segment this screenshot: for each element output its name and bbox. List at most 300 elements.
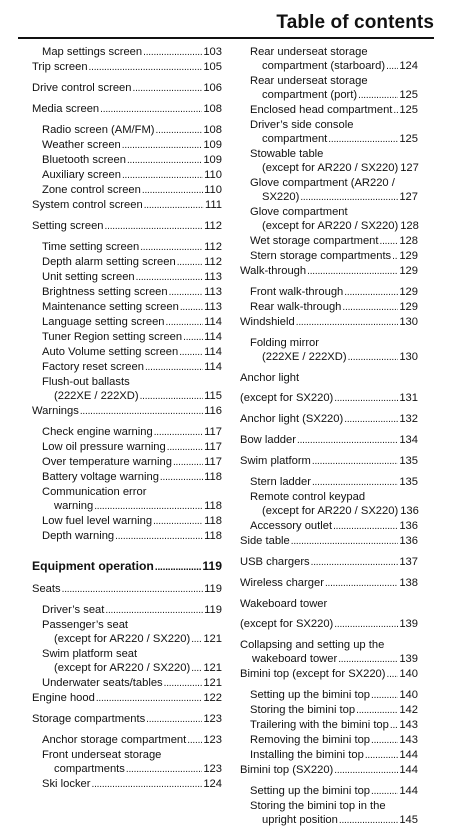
toc-page-number: 114 xyxy=(204,361,222,373)
toc-entry[interactable] xyxy=(240,391,418,406)
toc-entry-title: Communication error xyxy=(42,486,147,498)
toc-entry[interactable] xyxy=(32,470,222,485)
toc-entry-title: System control screen xyxy=(32,199,143,211)
toc-page-number: 144 xyxy=(399,764,418,776)
toc-entry-title: Ski locker xyxy=(42,778,91,790)
toc-entry-title: Factory reset screen xyxy=(42,361,144,373)
dot-leader xyxy=(164,677,203,691)
toc-entry-title: Driver’s side console xyxy=(250,119,354,131)
toc-entry[interactable] xyxy=(240,264,418,279)
toc-page-number: 136 xyxy=(400,505,419,517)
dot-leader xyxy=(296,316,399,330)
toc-entry-title: Anchor light (SX220) xyxy=(240,413,344,425)
toc-entry-title: Glove compartment (AR220 / xyxy=(250,177,395,189)
toc-entry[interactable] xyxy=(240,748,418,763)
toc-entry[interactable] xyxy=(240,205,418,234)
dot-leader xyxy=(325,577,398,591)
dot-leader xyxy=(143,46,202,60)
toc-entry-continuation: compartment (port) xyxy=(262,89,358,101)
toc-entry[interactable] xyxy=(32,485,222,514)
toc-entry-title: Setting up the bimini top xyxy=(250,785,371,797)
toc-entry[interactable] xyxy=(32,138,222,153)
dot-leader xyxy=(126,763,202,777)
toc-entry-title: Storing the bimini top in the xyxy=(250,800,386,812)
toc-entry-title: Folding mirror xyxy=(250,337,320,349)
toc-page-number: 117 xyxy=(204,456,222,468)
toc-page-number: 123 xyxy=(203,713,222,725)
toc-entry-continuation: (222XE / 222XD) xyxy=(54,390,139,402)
toc-page-number: 131 xyxy=(399,392,418,404)
dot-leader xyxy=(191,633,202,647)
toc-entry[interactable] xyxy=(32,219,222,234)
toc-page-number: 115 xyxy=(204,390,222,402)
toc-entry-title: Windshield xyxy=(240,316,295,328)
dot-leader xyxy=(132,82,202,96)
dot-leader xyxy=(180,301,203,315)
toc-entry-continuation: upright position xyxy=(262,814,338,826)
toc-page-number: 119 xyxy=(204,583,222,595)
toc-entry[interactable] xyxy=(32,198,222,213)
toc-page-number: 145 xyxy=(399,814,418,826)
dot-leader xyxy=(356,704,398,718)
toc-entry[interactable] xyxy=(240,371,418,385)
toc-entry-title: Passenger’s seat xyxy=(42,619,129,631)
toc-entry[interactable] xyxy=(32,330,222,345)
toc-entry-title: Maintenance setting screen xyxy=(42,301,179,313)
dot-leader xyxy=(142,184,203,198)
toc-entry[interactable] xyxy=(240,638,418,667)
toc-entry[interactable] xyxy=(32,455,222,470)
toc-entry-title: Check engine warning xyxy=(42,426,153,438)
toc-entry[interactable] xyxy=(240,74,418,103)
toc-entry-title: Zone control screen xyxy=(42,184,141,196)
dot-leader xyxy=(166,316,204,330)
toc-page-number: 123 xyxy=(203,763,222,775)
toc-page-number: 127 xyxy=(400,162,419,174)
dot-leader xyxy=(144,199,204,213)
toc-entry-title: Stowable table xyxy=(250,148,324,160)
toc-entry-title: Seats xyxy=(32,583,61,595)
toc-entry-title: Over temperature warning xyxy=(42,456,172,468)
toc-entry[interactable] xyxy=(32,618,222,647)
toc-entry-title: Anchor light xyxy=(240,372,300,384)
toc-entry-title: Rear underseat storage xyxy=(250,75,368,87)
toc-page-number: 119 xyxy=(202,559,222,573)
toc-entry[interactable] xyxy=(32,285,222,300)
dot-leader xyxy=(156,124,203,138)
toc-entry-title: Battery voltage warning xyxy=(42,471,159,483)
toc-page-number: 113 xyxy=(204,271,222,283)
dot-leader xyxy=(334,618,398,632)
toc-entry-title: Depth warning xyxy=(42,530,115,542)
dot-leader xyxy=(115,530,203,544)
toc-entry[interactable] xyxy=(240,336,418,365)
toc-entry-title: (except for SX220) xyxy=(240,618,334,630)
toc-entry-title: Auxiliary screen xyxy=(42,169,121,181)
toc-entry-title: Installing the bimini top xyxy=(250,749,364,761)
toc-entry[interactable] xyxy=(32,123,222,138)
toc-entry-title: Front underseat storage xyxy=(42,749,162,761)
toc-entry-title: Time setting screen xyxy=(42,241,140,253)
dot-leader xyxy=(169,286,204,300)
toc-page-number: 143 xyxy=(399,734,418,746)
dot-leader xyxy=(339,814,398,828)
toc-entry-continuation: (except for AR220 / SX220) xyxy=(262,505,399,517)
toc-page-number: 103 xyxy=(203,46,222,58)
toc-entry[interactable] xyxy=(240,300,418,315)
toc-entry-continuation: (222XE / 222XD) xyxy=(262,351,347,363)
dot-leader xyxy=(127,154,202,168)
dot-leader xyxy=(392,250,398,264)
toc-entry-title: Media screen xyxy=(32,103,100,115)
toc-page-number: 113 xyxy=(204,286,222,298)
toc-entry-continuation: compartment (starboard) xyxy=(262,60,386,72)
dot-leader xyxy=(300,191,398,205)
dot-leader xyxy=(145,361,203,375)
toc-entry[interactable] xyxy=(240,534,418,549)
toc-entry[interactable] xyxy=(32,712,222,727)
toc-entry[interactable] xyxy=(32,240,222,255)
toc-entry-title: Stern storage compartments xyxy=(250,250,392,262)
toc-entry[interactable] xyxy=(32,647,222,676)
dot-leader xyxy=(173,456,203,470)
toc-entry-title: Tuner Region setting screen xyxy=(42,331,183,343)
toc-column-left xyxy=(32,45,222,792)
toc-page-number: 122 xyxy=(203,692,222,704)
dot-leader xyxy=(371,785,398,799)
toc-entry-title: Removing the bimini top xyxy=(250,734,371,746)
toc-entry[interactable] xyxy=(240,490,418,519)
dot-leader xyxy=(380,235,399,249)
toc-entry-title: Wet storage compartment xyxy=(250,235,379,247)
toc-entry[interactable] xyxy=(240,799,418,828)
toc-page-number: 136 xyxy=(399,535,418,547)
page-title: Table of contents xyxy=(276,12,434,33)
toc-page-number: 140 xyxy=(399,668,418,680)
dot-leader xyxy=(342,301,398,315)
toc-entry-title: (except for SX220) xyxy=(240,392,334,404)
toc-page-number: 125 xyxy=(399,133,418,145)
toc-page-number: 139 xyxy=(399,653,418,665)
toc-entry-continuation: (except for AR220 / SX220) xyxy=(54,662,191,674)
dot-leader xyxy=(291,535,399,549)
toc-entry[interactable] xyxy=(240,45,418,74)
toc-page-number: 135 xyxy=(399,455,418,467)
toc-entry-title: Rear underseat storage xyxy=(250,46,368,58)
toc-page-number: 129 xyxy=(399,265,418,277)
dot-leader xyxy=(89,61,203,75)
dot-leader xyxy=(160,471,203,485)
toc-page-number: 121 xyxy=(203,662,222,674)
toc-entry[interactable] xyxy=(32,45,222,60)
toc-entry[interactable] xyxy=(32,529,222,544)
toc-page-number: 130 xyxy=(399,316,418,328)
toc-page-number: 108 xyxy=(203,103,222,115)
toc-page-number: 128 xyxy=(399,235,418,247)
toc-page-number: 136 xyxy=(399,520,418,532)
dot-leader xyxy=(365,749,399,763)
toc-page-number: 121 xyxy=(203,633,222,645)
dot-leader xyxy=(386,60,398,74)
dot-leader xyxy=(312,455,398,469)
toc-entry-title: Stern ladder xyxy=(250,476,311,488)
dot-leader xyxy=(80,405,203,419)
toc-page-number: 118 xyxy=(204,515,222,527)
toc-entry-title: Bimini top (SX220) xyxy=(240,764,334,776)
dot-leader xyxy=(153,515,203,529)
toc-page-number: 138 xyxy=(399,577,418,589)
dot-leader xyxy=(191,662,202,676)
toc-page-number: 114 xyxy=(204,331,222,343)
toc-page-number: 114 xyxy=(204,346,222,358)
toc-entry[interactable] xyxy=(32,375,222,404)
toc-entry[interactable] xyxy=(32,270,222,285)
toc-entry-continuation: SX220) xyxy=(262,191,300,203)
toc-page-number: 119 xyxy=(204,604,222,616)
toc-entry[interactable] xyxy=(240,688,418,703)
header-rule xyxy=(18,37,434,39)
dot-leader xyxy=(297,434,398,448)
toc-entry[interactable] xyxy=(32,425,222,440)
toc-page-number: 123 xyxy=(203,734,222,746)
toc-entry-title: Bow ladder xyxy=(240,434,296,446)
toc-entry-title: Remote control keypad xyxy=(250,491,366,503)
dot-leader xyxy=(187,734,202,748)
dot-leader xyxy=(371,734,398,748)
toc-entry[interactable] xyxy=(240,315,418,330)
toc-entry-title: USB chargers xyxy=(240,556,310,568)
toc-page-number: 113 xyxy=(204,301,222,313)
dot-leader xyxy=(371,689,398,703)
toc-entry[interactable] xyxy=(32,315,222,330)
toc-page-number: 139 xyxy=(399,618,418,630)
toc-page-number: 106 xyxy=(203,82,222,94)
toc-entry-title: Accessory outlet xyxy=(250,520,333,532)
toc-entry-title: Storing the bimini top xyxy=(250,704,356,716)
dot-leader xyxy=(154,426,203,440)
dot-leader xyxy=(122,139,203,153)
toc-entry-title: Language setting screen xyxy=(42,316,165,328)
toc-entry-title: Auto Volume setting screen xyxy=(42,346,179,358)
toc-page-number: 110 xyxy=(204,184,222,196)
dot-leader xyxy=(333,520,398,534)
toc-column-right xyxy=(240,45,418,828)
dot-leader xyxy=(334,764,398,778)
dot-leader xyxy=(387,668,399,682)
dot-leader xyxy=(312,476,398,490)
toc-page-number: 125 xyxy=(399,89,418,101)
toc-entry[interactable] xyxy=(240,475,418,490)
toc-page-number: 128 xyxy=(400,220,419,232)
dot-leader xyxy=(311,556,399,570)
toc-page-number: 143 xyxy=(399,719,418,731)
toc-entry[interactable] xyxy=(240,433,418,448)
page-header xyxy=(18,8,434,34)
dot-leader xyxy=(167,441,203,455)
toc-entry[interactable] xyxy=(240,147,418,176)
toc-page-number: 124 xyxy=(203,778,222,790)
toc-entry[interactable] xyxy=(240,784,418,799)
dot-leader xyxy=(122,169,203,183)
toc-page-number: 140 xyxy=(399,689,418,701)
dot-leader xyxy=(105,604,203,618)
toc-page-number: 112 xyxy=(204,220,222,232)
toc-entry-title: Collapsing and setting up the xyxy=(240,639,385,651)
toc-entry[interactable] xyxy=(240,667,418,682)
toc-entry[interactable] xyxy=(240,597,418,611)
toc-entry[interactable] xyxy=(32,582,222,597)
toc-entry[interactable] xyxy=(240,234,418,249)
dot-leader xyxy=(358,89,398,103)
toc-entry[interactable] xyxy=(32,102,222,117)
toc-entry-title: Anchor storage compartment xyxy=(42,734,187,746)
toc-entry[interactable] xyxy=(240,733,418,748)
toc-entry-title: Swim platform seat xyxy=(42,648,138,660)
dot-leader xyxy=(338,653,398,667)
toc-entry[interactable] xyxy=(32,748,222,777)
toc-page-number: 118 xyxy=(204,500,222,512)
toc-entry-title: Trailering with the bimini top xyxy=(250,719,389,731)
toc-page-number: 118 xyxy=(204,530,222,542)
toc-entry[interactable] xyxy=(240,703,418,718)
dot-leader xyxy=(334,392,398,406)
toc-page-number: 112 xyxy=(204,256,222,268)
toc-entry[interactable] xyxy=(240,576,418,591)
toc-page-number: 105 xyxy=(203,61,222,73)
toc-entry[interactable] xyxy=(32,676,222,691)
toc-page-number: 137 xyxy=(399,556,418,568)
toc-page-number: 109 xyxy=(203,139,222,151)
toc-entry[interactable] xyxy=(32,514,222,529)
toc-page-number: 144 xyxy=(399,749,418,761)
toc-entry[interactable] xyxy=(240,118,418,147)
toc-page-number: 116 xyxy=(204,405,222,417)
toc-page-number: 125 xyxy=(399,104,418,116)
toc-entry-continuation: (except for AR220 / SX220) xyxy=(262,220,399,232)
toc-entry-title: Setting up the bimini top xyxy=(250,689,371,701)
toc-entry[interactable] xyxy=(32,81,222,96)
dot-leader xyxy=(146,713,202,727)
toc-entry-title: Unit setting screen xyxy=(42,271,135,283)
toc-entry[interactable] xyxy=(32,360,222,375)
toc-entry-title: Side table xyxy=(240,535,290,547)
toc-entry[interactable] xyxy=(240,763,418,778)
toc-entry-title: Front walk-through xyxy=(250,286,344,298)
toc-entry-continuation: (except for AR220 / SX220) xyxy=(54,633,191,645)
dot-leader xyxy=(62,583,204,597)
toc-entry-title: Drive control screen xyxy=(32,82,132,94)
toc-entry[interactable] xyxy=(32,777,222,792)
toc-entry-title: Wakeboard tower xyxy=(240,598,328,610)
toc-page-number: 135 xyxy=(399,476,418,488)
toc-page-number: 127 xyxy=(399,191,418,203)
toc-page-number: 129 xyxy=(399,301,418,313)
toc-entry[interactable] xyxy=(32,153,222,168)
toc-entry[interactable] xyxy=(240,249,418,264)
toc-entry[interactable] xyxy=(240,285,418,300)
toc-entry-title: Enclosed head compartment xyxy=(250,104,393,116)
toc-page-number: 117 xyxy=(204,426,222,438)
toc-entry[interactable] xyxy=(240,454,418,469)
dot-leader xyxy=(105,220,204,234)
dot-leader xyxy=(94,500,203,514)
toc-entry-title: Radio screen (AM/FM) xyxy=(42,124,155,136)
toc-entry-continuation: wakeboard tower xyxy=(252,653,338,665)
dot-leader xyxy=(393,104,398,118)
toc-entry-title: Engine hood xyxy=(32,692,95,704)
toc-entry-title: Driver’s seat xyxy=(42,604,105,616)
toc-entry-title: Underwater seats/tables xyxy=(42,677,163,689)
dot-leader xyxy=(100,103,202,117)
dot-leader xyxy=(344,413,398,427)
toc-entry[interactable] xyxy=(240,718,418,733)
toc-page-number: 110 xyxy=(204,169,222,181)
toc-entry-title: Bimini top (except for SX220) xyxy=(240,668,386,680)
dot-leader xyxy=(155,560,201,576)
toc-entry[interactable] xyxy=(32,345,222,360)
dot-leader xyxy=(136,271,204,285)
toc-entry-continuation: warning xyxy=(54,500,94,512)
toc-entry-title: Warnings xyxy=(32,405,79,417)
toc-page-number: 118 xyxy=(204,471,222,483)
toc-page-number: 108 xyxy=(203,124,222,136)
toc-entry[interactable] xyxy=(240,412,418,427)
toc-page-number: 112 xyxy=(204,241,222,253)
toc-entry-continuation: compartment xyxy=(262,133,328,145)
toc-entry[interactable] xyxy=(32,733,222,748)
toc-entry[interactable] xyxy=(32,183,222,198)
toc-entry-title: Weather screen xyxy=(42,139,121,151)
dot-leader xyxy=(348,351,399,365)
toc-entry[interactable] xyxy=(32,440,222,455)
toc-entry-title: Brightness setting screen xyxy=(42,286,168,298)
dot-leader xyxy=(92,778,203,792)
toc-entry[interactable] xyxy=(32,300,222,315)
toc-entry-title: Depth alarm setting screen xyxy=(42,256,176,268)
toc-page-number: 129 xyxy=(399,286,418,298)
toc-entry[interactable] xyxy=(32,404,222,419)
toc-entry[interactable] xyxy=(32,168,222,183)
dot-leader xyxy=(177,256,203,270)
toc-entry-title: Walk-through xyxy=(240,265,307,277)
dot-leader xyxy=(179,346,203,360)
toc-entry-title: Flush-out ballasts xyxy=(42,376,130,388)
toc-entry-title: Low fuel level warning xyxy=(42,515,153,527)
toc-page-number: 142 xyxy=(399,704,418,716)
dot-leader xyxy=(344,286,398,300)
toc-page-number: 129 xyxy=(399,250,418,262)
dot-leader xyxy=(183,331,203,345)
toc-section-heading[interactable] xyxy=(32,558,222,576)
toc-entry[interactable] xyxy=(240,555,418,570)
toc-page-number: 114 xyxy=(204,316,222,328)
toc-entry[interactable] xyxy=(240,103,418,118)
toc-entry-title: Low oil pressure warning xyxy=(42,441,166,453)
toc-page-number: 111 xyxy=(204,199,222,211)
toc-entry[interactable] xyxy=(240,176,418,205)
toc-entry-continuation: (except for AR220 / SX220) xyxy=(262,162,399,174)
toc-entry[interactable] xyxy=(240,519,418,534)
toc-entry[interactable] xyxy=(32,255,222,270)
toc-entry[interactable] xyxy=(32,603,222,618)
toc-entry[interactable] xyxy=(32,691,222,706)
toc-page-number: 130 xyxy=(399,351,418,363)
toc-entry[interactable] xyxy=(240,617,418,632)
toc-entry-title: Bluetooth screen xyxy=(42,154,126,166)
toc-entry[interactable] xyxy=(32,60,222,75)
dot-leader xyxy=(140,241,203,255)
toc-page-number: 132 xyxy=(399,413,418,425)
